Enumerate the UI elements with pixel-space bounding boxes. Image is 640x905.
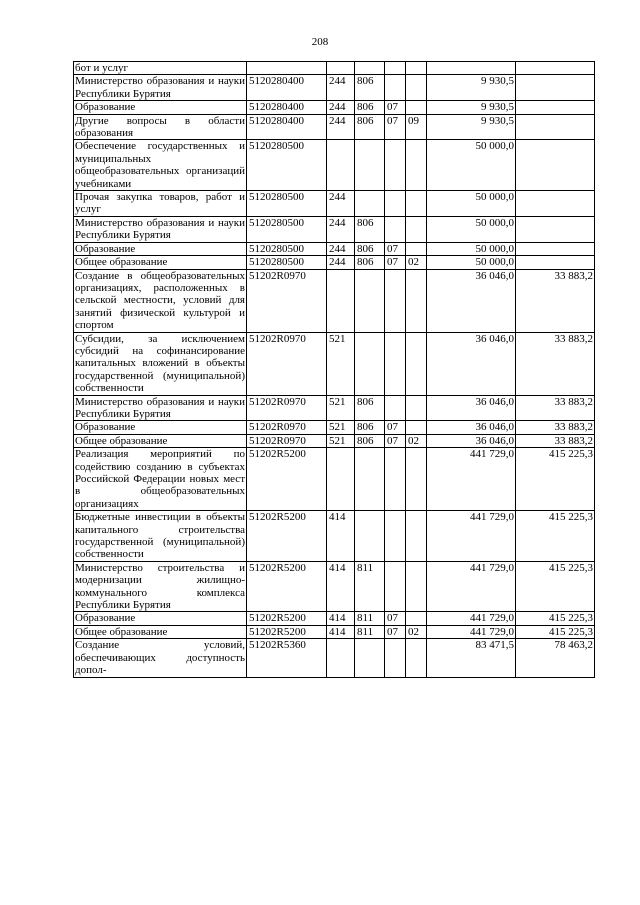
subsection-code xyxy=(406,561,427,612)
section-code: 07 xyxy=(385,421,406,434)
ministry-code: 811 xyxy=(355,561,385,612)
row-name: Министерство образования и науки Республики Бурятия xyxy=(75,395,245,420)
row-name: Реализация мероприятий по содействию созданию в субъектах Российской Федерации новых мест в общеобразовательных организациях xyxy=(75,448,245,510)
row-name: Министерство образования и науки Республики Бурятия xyxy=(75,216,245,242)
subsection-code xyxy=(406,101,427,114)
expense-type: 414 xyxy=(327,612,355,625)
subsection-code xyxy=(406,511,427,562)
amount-second-year xyxy=(516,216,595,242)
amount-first-year: 441 729,0 xyxy=(427,448,516,511)
target-code: 5120280500 xyxy=(247,191,327,217)
amount-first-year: 441 729,0 xyxy=(427,625,516,638)
table-row xyxy=(74,448,595,511)
target-code: 51202R5200 xyxy=(247,511,327,562)
amount-first-year: 36 046,0 xyxy=(427,269,516,332)
amount-first-year: 36 046,0 xyxy=(427,421,516,434)
amount-first-year: 50 000,0 xyxy=(427,191,516,217)
row-name: Образование xyxy=(74,101,247,114)
amount-second-year: 415 225,3 xyxy=(516,561,595,612)
amount-second-year xyxy=(516,101,595,114)
table-row xyxy=(74,101,595,114)
amount-second-year xyxy=(516,191,595,217)
row-name: Субсидии, за исключением субсидий на софинансирование капитальных вложений в объекты государственной (муниципальной) собственности xyxy=(75,332,245,395)
section-code xyxy=(385,561,406,612)
section-code: 07 xyxy=(385,242,406,255)
expense-type: 414 xyxy=(327,511,355,562)
section-code xyxy=(385,511,406,562)
expense-type xyxy=(327,269,355,332)
table-row xyxy=(74,639,595,677)
ministry-code xyxy=(355,639,385,677)
ministry-code: 806 xyxy=(355,75,385,101)
expense-type: 244 xyxy=(327,191,355,217)
ministry-code: 806 xyxy=(355,421,385,434)
expense-type xyxy=(327,140,355,191)
subsection-code xyxy=(406,448,427,511)
ministry-code: 806 xyxy=(355,256,385,269)
expense-type: 244 xyxy=(327,101,355,114)
amount-second-year xyxy=(516,62,595,75)
amount-first-year: 50 000,0 xyxy=(427,256,516,269)
expense-type xyxy=(327,639,355,677)
target-code: 5120280400 xyxy=(247,75,327,101)
ministry-code: 806 xyxy=(355,101,385,114)
amount-second-year: 415 225,3 xyxy=(516,511,595,562)
amount-first-year: 50 000,0 xyxy=(427,242,516,255)
target-code: 5120280400 xyxy=(247,114,327,140)
amount-second-year xyxy=(516,242,595,255)
section-code: 07 xyxy=(385,612,406,625)
row-name: Общее образование xyxy=(74,434,247,447)
target-code: 51202R5200 xyxy=(247,625,327,638)
amount-second-year xyxy=(516,140,595,191)
expense-type: 414 xyxy=(327,561,355,612)
subsection-code: 02 xyxy=(406,434,427,447)
target-code: 51202R5360 xyxy=(247,639,327,677)
subsection-code xyxy=(406,639,427,677)
row-name: Образование xyxy=(74,242,247,255)
expense-type: 521 xyxy=(327,395,355,421)
expense-type: 521 xyxy=(327,332,355,395)
page-number: 208 xyxy=(311,36,329,48)
amount-second-year: 33 883,2 xyxy=(516,434,595,447)
table-row xyxy=(74,75,595,101)
amount-second-year xyxy=(516,256,595,269)
expense-type: 244 xyxy=(327,114,355,140)
ministry-code: 811 xyxy=(355,625,385,638)
table-row xyxy=(74,269,595,332)
section-code xyxy=(385,216,406,242)
table-row xyxy=(74,256,595,269)
amount-first-year: 9 930,5 xyxy=(427,101,516,114)
row-name: Прочая закупка товаров, работ и услуг xyxy=(75,191,245,216)
ministry-code xyxy=(355,269,385,332)
table-row xyxy=(74,395,595,421)
target-code: 51202R0970 xyxy=(247,421,327,434)
amount-second-year: 33 883,2 xyxy=(516,332,595,395)
table-row xyxy=(74,191,595,217)
table-row xyxy=(74,114,595,140)
subsection-code: 09 xyxy=(406,114,427,140)
section-code xyxy=(385,140,406,191)
target-code: 51202R0970 xyxy=(247,269,327,332)
section-code: 07 xyxy=(385,101,406,114)
subsection-code: 02 xyxy=(406,625,427,638)
amount-first-year: 9 930,5 xyxy=(427,114,516,140)
expense-type xyxy=(327,62,355,75)
table-row xyxy=(74,625,595,638)
table-row xyxy=(74,216,595,242)
section-code: 07 xyxy=(385,625,406,638)
row-name: Создание условий, обеспечивающих доступность допол- xyxy=(75,639,245,677)
section-code xyxy=(385,62,406,75)
target-code: 5120280500 xyxy=(247,242,327,255)
section-code xyxy=(385,75,406,101)
target-code: 51202R0970 xyxy=(247,395,327,421)
amount-first-year: 50 000,0 xyxy=(427,216,516,242)
expense-type: 521 xyxy=(327,421,355,434)
expense-type: 244 xyxy=(327,242,355,255)
ministry-code: 806 xyxy=(355,434,385,447)
subsection-code xyxy=(406,269,427,332)
subsection-code xyxy=(406,421,427,434)
subsection-code xyxy=(406,242,427,255)
expense-type: 414 xyxy=(327,625,355,638)
ministry-code: 811 xyxy=(355,612,385,625)
subsection-code xyxy=(406,332,427,395)
amount-first-year xyxy=(427,62,516,75)
subsection-code xyxy=(406,216,427,242)
amount-second-year: 33 883,2 xyxy=(516,421,595,434)
ministry-code xyxy=(355,511,385,562)
row-name: Образование xyxy=(74,421,247,434)
row-name: Министерство строительства и модернизации жилищно-коммунального комплекса Республики Бурятия xyxy=(75,561,245,612)
row-name: Другие вопросы в области образования xyxy=(75,114,245,140)
target-code: 51202R5200 xyxy=(247,561,327,612)
subsection-code xyxy=(406,612,427,625)
amount-second-year: 33 883,2 xyxy=(516,395,595,421)
amount-first-year: 36 046,0 xyxy=(427,395,516,421)
table-row xyxy=(74,332,595,395)
expense-type: 244 xyxy=(327,216,355,242)
subsection-code xyxy=(406,75,427,101)
ministry-code: 806 xyxy=(355,242,385,255)
amount-second-year xyxy=(516,114,595,140)
ministry-code xyxy=(355,191,385,217)
row-name: Министерство образования и науки Республики Бурятия xyxy=(75,75,245,100)
amount-first-year: 36 046,0 xyxy=(427,434,516,447)
expense-type: 244 xyxy=(327,75,355,101)
table-row xyxy=(74,561,595,612)
ministry-code: 806 xyxy=(355,395,385,421)
section-code xyxy=(385,332,406,395)
row-name: Бюджетные инвестиции в объекты капитального строительства государственной (муниципальной) собственности xyxy=(75,511,245,561)
subsection-code xyxy=(406,191,427,217)
section-code xyxy=(385,448,406,511)
table-row xyxy=(74,62,595,75)
ministry-code xyxy=(355,62,385,75)
amount-first-year: 36 046,0 xyxy=(427,332,516,395)
table-body xyxy=(74,62,595,678)
amount-second-year: 33 883,2 xyxy=(516,269,595,332)
amount-first-year: 441 729,0 xyxy=(427,561,516,612)
expense-type xyxy=(327,448,355,511)
amount-second-year: 415 225,3 xyxy=(516,612,595,625)
section-code: 07 xyxy=(385,114,406,140)
amount-second-year: 78 463,2 xyxy=(516,639,595,677)
table-row xyxy=(74,421,595,434)
table-row xyxy=(74,242,595,255)
subsection-code xyxy=(406,62,427,75)
amount-second-year: 415 225,3 xyxy=(516,625,595,638)
target-code: 51202R5200 xyxy=(247,612,327,625)
subsection-code: 02 xyxy=(406,256,427,269)
subsection-code xyxy=(406,395,427,421)
ministry-code xyxy=(355,332,385,395)
ministry-code xyxy=(355,140,385,191)
expense-type: 244 xyxy=(327,256,355,269)
row-name: бот и услуг xyxy=(74,62,247,75)
target-code: 5120280400 xyxy=(247,101,327,114)
section-code: 07 xyxy=(385,256,406,269)
row-name: Образование xyxy=(74,612,247,625)
ministry-code: 806 xyxy=(355,114,385,140)
amount-first-year: 9 930,5 xyxy=(427,75,516,101)
target-code: 5120280500 xyxy=(247,216,327,242)
row-name: Общее образование xyxy=(74,625,247,638)
target-code: 51202R0970 xyxy=(247,332,327,395)
amount-first-year: 441 729,0 xyxy=(427,612,516,625)
row-name: Создание в общеобразовательных организациях, расположенных в сельской местности, условий для занятий физической культурой и спортом xyxy=(75,269,245,332)
target-code: 5120280500 xyxy=(247,140,327,191)
table-row xyxy=(74,140,595,191)
row-name: Общее образование xyxy=(74,256,247,269)
table-row xyxy=(74,612,595,625)
table-row xyxy=(74,434,595,447)
amount-second-year xyxy=(516,75,595,101)
row-name: Обеспечение государственных и муниципальных общеобразовательных организаций учебниками xyxy=(75,140,245,190)
table-row xyxy=(74,511,595,562)
amount-second-year: 415 225,3 xyxy=(516,448,595,511)
amount-first-year: 83 471,5 xyxy=(427,639,516,677)
target-code: 51202R5200 xyxy=(247,448,327,511)
section-code xyxy=(385,639,406,677)
section-code xyxy=(385,269,406,332)
target-code: 51202R0970 xyxy=(247,434,327,447)
ministry-code: 806 xyxy=(355,216,385,242)
budget-table xyxy=(73,61,595,678)
amount-first-year: 50 000,0 xyxy=(427,140,516,191)
amount-first-year: 441 729,0 xyxy=(427,511,516,562)
target-code xyxy=(247,62,327,75)
ministry-code xyxy=(355,448,385,511)
section-code xyxy=(385,395,406,421)
section-code: 07 xyxy=(385,434,406,447)
section-code xyxy=(385,191,406,217)
subsection-code xyxy=(406,140,427,191)
expense-type: 521 xyxy=(327,434,355,447)
target-code: 5120280500 xyxy=(247,256,327,269)
